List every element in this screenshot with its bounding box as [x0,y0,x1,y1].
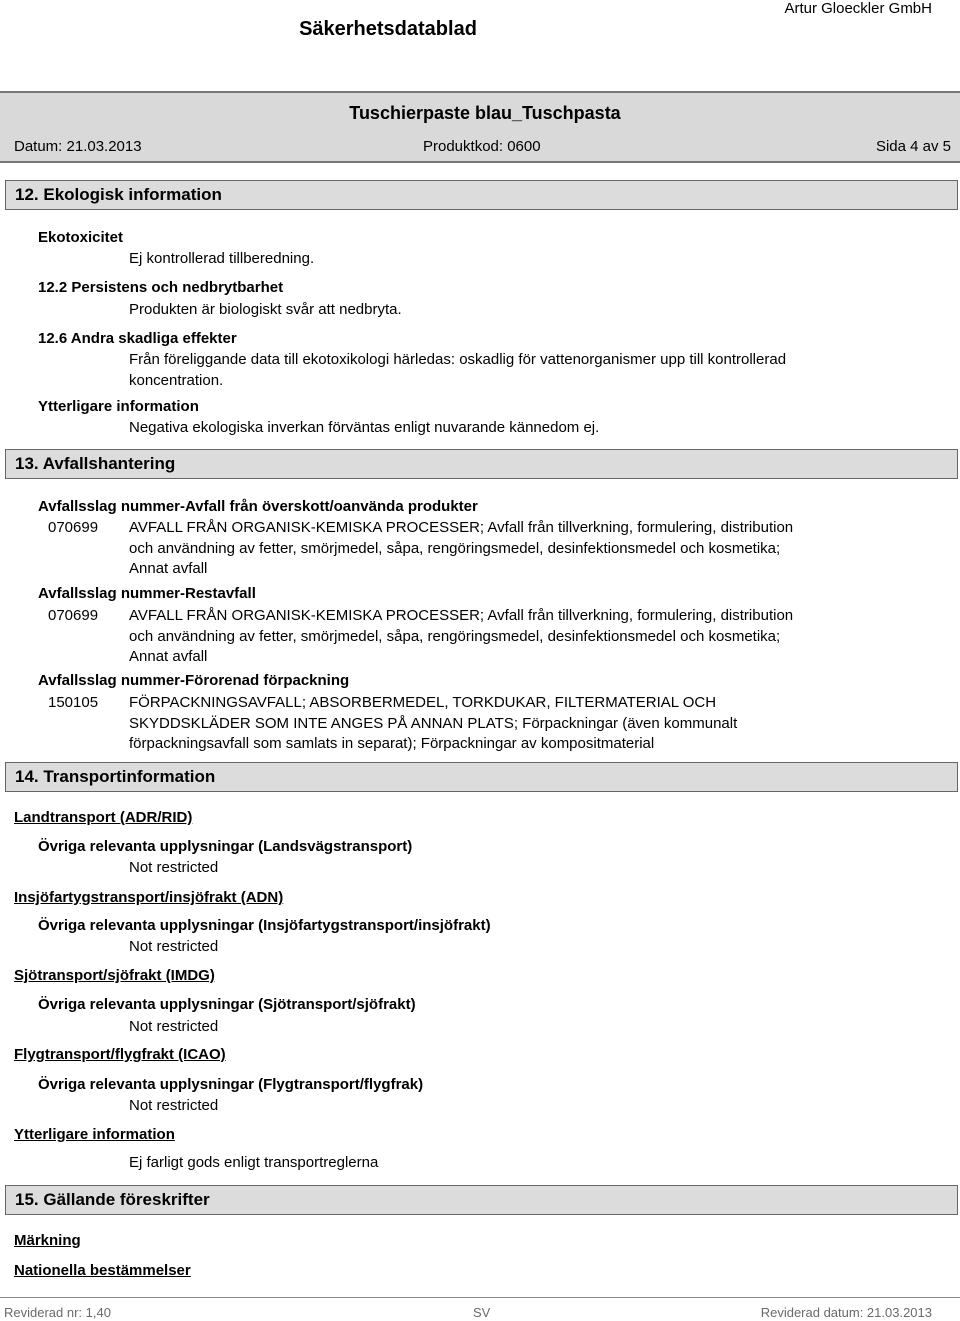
waste-3-label: Avfallsslag nummer-Förorenad förpackning [38,672,350,689]
product-code: Produktkod: 0600 [423,138,541,155]
air-transport-label: Övriga relevanta upplysningar (Flygtransport/flygfrak) [38,1076,424,1093]
section-14-title: 14. Transportinformation [15,767,216,786]
waste-1-line: och användning av fetter, smörjmedel, såpa, rengöringsmedel, desinfektionsmedel och kosmetika; [129,539,781,557]
date-label: Datum: 21.03.2013 [14,138,142,155]
transport-further-text: Ej farligt gods enligt transportreglerna [129,1154,379,1171]
waste-2-text [129,606,793,668]
waste-2-label: Avfallsslag nummer-Restavfall [38,585,256,602]
waste-3-line: SKYDDSKLÄDER SOM INTE ANGES PÅ ANNAN PLATS; Förpackningar (även kommunalt [129,714,738,732]
section-13-header [5,449,958,479]
other-effects-line: koncentration. [129,371,224,389]
waste-2-line: Annat avfall [129,648,208,665]
document-title: Säkerhetsdatablad [299,18,477,40]
land-transport-heading: Landtransport (ADR/RID) [14,809,193,826]
ecotox-label: Ekotoxicitet [38,229,124,246]
eco-further-text: Negativa ekologiska inverkan förväntas enligt nuvarande kännedom ej. [129,419,600,436]
section-12-title: 12. Ekologisk information [15,185,222,204]
waste-2-line: AVFALL FRÅN ORGANISK-KEMISKA PROCESSER; Avfall från tillverkning, formulering, distribution [129,607,794,624]
waste-3-text [129,693,737,755]
waste-1-line: Annat avfall [129,560,208,577]
persistence-text: Produkten är biologiskt svår att nedbryta. [129,301,402,318]
persistence-label: 12.2 Persistens och nedbrytbarhet [38,279,284,296]
footer-revision-date: Reviderad datum: 21.03.2013 [760,1305,932,1320]
inland-transport-text: Not restricted [129,938,219,955]
land-transport-label: Övriga relevanta upplysningar (Landsvägstransport) [38,838,413,855]
waste-3-line: förpackningsavfall som samlats in separat); Förpackningar av kompositmaterial [129,735,655,752]
company-name: Artur Gloeckler GmbH [784,0,932,17]
sea-transport-label: Övriga relevanta upplysningar (Sjötransport/sjöfrakt) [38,996,416,1013]
waste-2-code: 070699 [48,607,99,624]
waste-3-code: 150105 [48,694,99,711]
waste-1-label: Avfallsslag nummer-Avfall från överskott/oanvända produkter [38,498,478,515]
inland-transport-heading: Insjöfartygstransport/insjöfrakt (ADN) [14,889,284,906]
sea-transport-text: Not restricted [129,1018,219,1035]
sea-transport-heading: Sjötransport/sjöfrakt (IMDG) [14,967,215,984]
section-14-header [5,762,958,792]
land-transport-text: Not restricted [129,859,219,876]
footer-language: SV [473,1305,491,1320]
waste-1-text [129,518,793,580]
page-number: Sida 4 av 5 [875,138,951,155]
section-15-header [5,1185,958,1215]
section-15-title: 15. Gällande föreskrifter [15,1190,210,1209]
waste-1-line: AVFALL FRÅN ORGANISK-KEMISKA PROCESSER; Avfall från tillverkning, formulering, distribution [129,519,794,536]
footer-divider [0,1297,960,1298]
ecotox-text: Ej kontrollerad tillberedning. [129,250,315,267]
section-13-title: 13. Avfallshantering [15,454,176,473]
transport-further-heading: Ytterligare information [14,1126,175,1143]
air-transport-text: Not restricted [129,1097,219,1114]
waste-2-line: och användning av fetter, smörjmedel, såpa, rengöringsmedel, desinfektionsmedel och kosmetika; [129,627,781,645]
air-transport-heading: Flygtransport/flygfrakt (ICAO) [14,1046,226,1063]
section-12-header [5,180,958,210]
waste-1-code: 070699 [48,519,99,536]
other-effects-text [129,350,786,391]
marking-heading: Märkning [14,1232,81,1249]
footer-revision: Reviderad nr: 1,40 [4,1305,111,1320]
product-name: Tuschierpaste blau_Tuschpasta [349,103,621,123]
eco-further-label: Ytterligare information [38,398,199,415]
other-effects-label: 12.6 Andra skadliga effekter [38,330,237,347]
waste-3-line: FÖRPACKNINGSAVFALL; ABSORBERMEDEL, TORKDUKAR, FILTERMATERIAL OCH [129,694,717,711]
inland-transport-label: Övriga relevanta upplysningar (Insjöfartygstransport/insjöfrakt) [38,917,491,934]
national-regulations-heading: Nationella bestämmelser [14,1262,191,1279]
other-effects-line: Från föreliggande data till ekotoxikologi härledas: oskadlig för vattenorganismer upp till kontrollerad [129,351,787,368]
